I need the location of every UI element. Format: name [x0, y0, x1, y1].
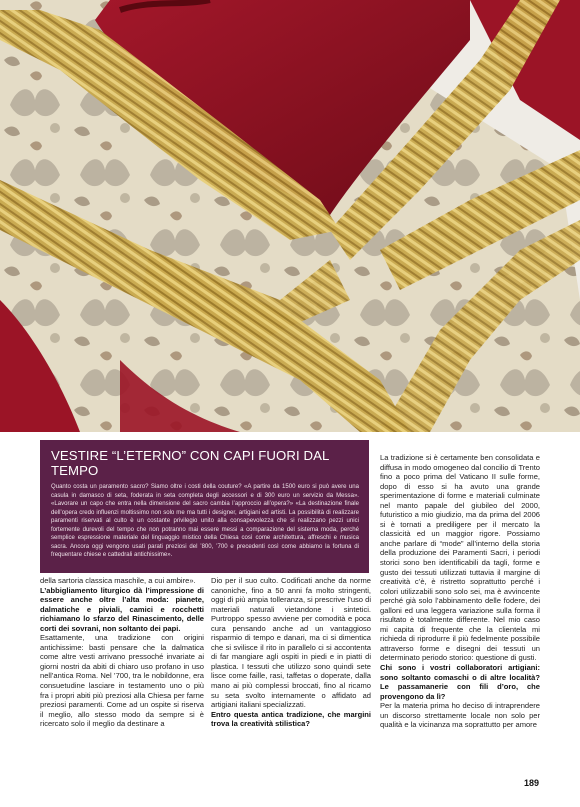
column-1: [40, 576, 204, 729]
col2-text: Dio per il suo culto. Codificati anche da norme canoniche, fino a 50 anni fa molto stringenti, oggi di più ampia tolleranza, si prescrive l’uso di materiali naturali vietandone i sintetici. Purtroppo spesso avviene per comodità e poca cura pensando anche ad un vantaggioso risparmio di tempo e danari, ma ci si dimentica che si svilisce il rito in parallelo ci si accontenta di far mangiare agli ospiti in piedi e in piatti di plastica. I tessuti che utilizzo sono quindi sete lisce come faille, rasi, taffetas o doperate, dalla mano ai più complessi broccati, fino al ricamo su seta svolto internamente o affidato ad artigiani italiani specializzati.: [211, 576, 371, 710]
col3-question: Chi sono i vostri collaboratori artigiani: sono soltanto comaschi o di altre località? Le passamanerie con fili d’oro, che provengono da lì?: [380, 663, 540, 701]
column-2: [211, 576, 371, 729]
sidebar-box: [40, 440, 369, 573]
col1-question: L’abbigliamento liturgico dà l’impressione di essere anche oltre l’alta moda: pianete, dalmatiche e piviali, camici e rocchetti richiamano lo sfarzo del Rinascimento, delle corti dei sovrani, non soltanto dei papi.: [40, 585, 204, 633]
col2-question: Entro questa antica tradizione, che margini trova la creatività stilistica?: [211, 709, 371, 729]
col1-intro: della sartoria classica maschile, a cui ambire».: [40, 576, 196, 585]
sidebar-text: Quanto costa un paramento sacro? Siamo oltre i costi della couture? «A partire da 1500 euro si può avere una casula in damasco di seta, foderata in seta completa degli accessori e di 300 euro un servizio da Messa». «Lavorare un capo che entra nella dimensione del sacro cambia l’approccio all’opera?» «La destinazione finale dell’opera credo influenzi moltissimo non solo me ma tutti i designer, artigiani ed artisti. La possibilità di realizzare paramenti riservati al culto è un costante privilegio unito alla consapevolezza che si realizzano pezzi unici fortemente durevoli del tempo che non potranno mai essere messi a comparazione del sistema moda, perché semplice espressione materiale del linguaggio mistico della Chiesa così come architettura, affreschi e musica sacra. Ancora oggi vengono usati parati preziosi del ’800, ’700 e precedenti così come abbiamo la fortuna di frequentare chiese e cattedrali antichissime».: [51, 484, 359, 558]
column-3: [380, 453, 540, 730]
sidebar-title: VESTIRE “L’ETERNO” CON CAPI FUORI DAL TEMPO: [51, 448, 329, 478]
page-number: 189: [524, 778, 540, 788]
col3-answer: Per la materia prima ho deciso di intraprendere un discorso strettamente locale non solo per qualità e la vicinanza ma soprattutto per amore: [380, 701, 540, 730]
col3-paragraph: La tradizione si è certamente ben consolidata e diffusa in modo omogeneo dal concilio di Trento fino a poco prima del Vaticano II sulle forme, dopo di esso si ha avuto una grande sperimentazione di forme e materiali culminate nel manto papale del giubileo del 2000, futuristico a mio giudizio, ma da prima del 2006 si è tornati a prediligere per il mercato la classicità ed un maggior rigore. Possiamo anche parlare di “mode” all’interno della storia della produzione dei Paramenti Sacri, i periodi storici sono ben identificabili da tagli, forme e gusto dei tessuti utilizzati tuttavia il margine di creatività c’è, è ristretto soprattutto perché i colori utilizzabili sono solo sei, ma è avvincente perché già solo l’abbinamento delle fodere, dei galloni ed una leggera variazione sulla forma il risultato è totalmente differente. Nel mio caso mi capita di frequente che la clientela mi richieda di riprodurre il più fedelmente possibile attraverso forme e disegni dei tessuti un determinato periodo storico: questione di gusti.: [380, 453, 540, 663]
col1-answer: Esattamente, una tradizione con origini antichissime: basti pensare che la dalmatica come altre vesti arrivano pressoché invariate ai giorni nostri da abiti di chiaro uso profano in uso nell’antica Roma. Nel ’700, tra le nobildonne, era consuetudine lasciare in testamento uno o più fra i propri abiti più preziosi alla Chiesa per farne preziosi paramenti. Come ad un ospite si riserva il meglio, allo stesso modo da sempre si è ricercato solo il meglio da destinare a: [40, 633, 204, 729]
